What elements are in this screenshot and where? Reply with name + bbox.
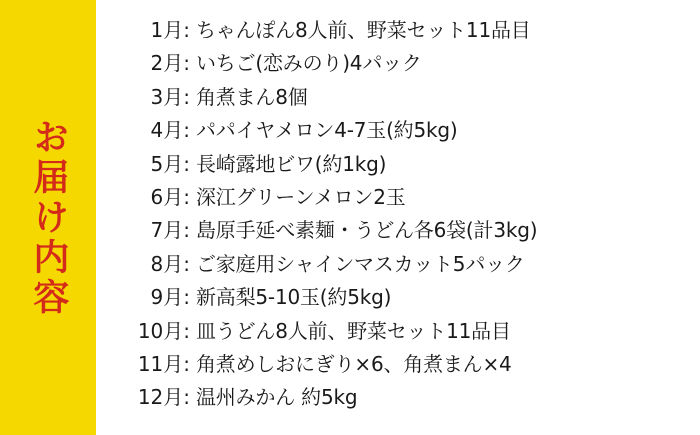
list-item-description: 島原手延べ素麺・うどん各6袋(計3kg) [196, 218, 538, 243]
list-item-description: ご家庭用シャインマスカット5パック [196, 251, 525, 276]
list-item [106, 214, 688, 247]
monthly-delivery-list [96, 0, 700, 435]
list-item-month: 6月: [150, 184, 190, 209]
list-item-description: 新高梨5-10玉(約5kg) [196, 285, 392, 310]
list-item-description: 角煮まん8個 [196, 84, 308, 109]
list-item-description: 角煮めしおにぎり×6、角煮まん×4 [196, 351, 512, 376]
list-item-month: 11月: [137, 351, 190, 376]
list-item-month: 1月: [150, 18, 190, 42]
list-item-month: 2月: [150, 51, 190, 76]
list-item [106, 148, 688, 181]
list-item [106, 81, 688, 114]
list-item-description: 皿うどん8人前、野菜セット11品目 [196, 318, 511, 343]
list-item [106, 281, 688, 314]
list-item-month: 5月: [150, 151, 190, 176]
list-item-month: 4月: [150, 118, 190, 143]
list-item [106, 248, 688, 281]
list-item-description: パパイヤメロン4-7玉(約5kg) [196, 118, 458, 143]
list-item-description: 温州みかん 約5kg [196, 385, 358, 410]
list-item-description: 長崎露地ビワ(約1kg) [196, 151, 387, 176]
list-item [106, 315, 688, 348]
list-item [106, 348, 688, 381]
sidebar-heading-label: お届け内容 [27, 117, 69, 318]
list-item-month: 8月: [150, 251, 190, 276]
list-item-month: 10月: [137, 318, 190, 343]
list-item-month: 7月: [150, 218, 190, 243]
list-item-description: 深江グリーンメロン2玉 [196, 184, 406, 209]
list-item-month: 12月: [137, 385, 190, 410]
list-item-month: 9月: [150, 285, 190, 310]
list-item-description: ちゃんぽん8人前、野菜セット11品目 [196, 18, 531, 42]
list-item [106, 14, 688, 47]
sidebar-heading-band [0, 0, 96, 435]
list-item [106, 114, 688, 147]
list-item-month: 3月: [150, 84, 190, 109]
list-item [106, 381, 688, 414]
list-item [106, 181, 688, 214]
list-item [106, 47, 688, 80]
list-item-description: いちご(恋みのり)4パック [196, 51, 422, 76]
